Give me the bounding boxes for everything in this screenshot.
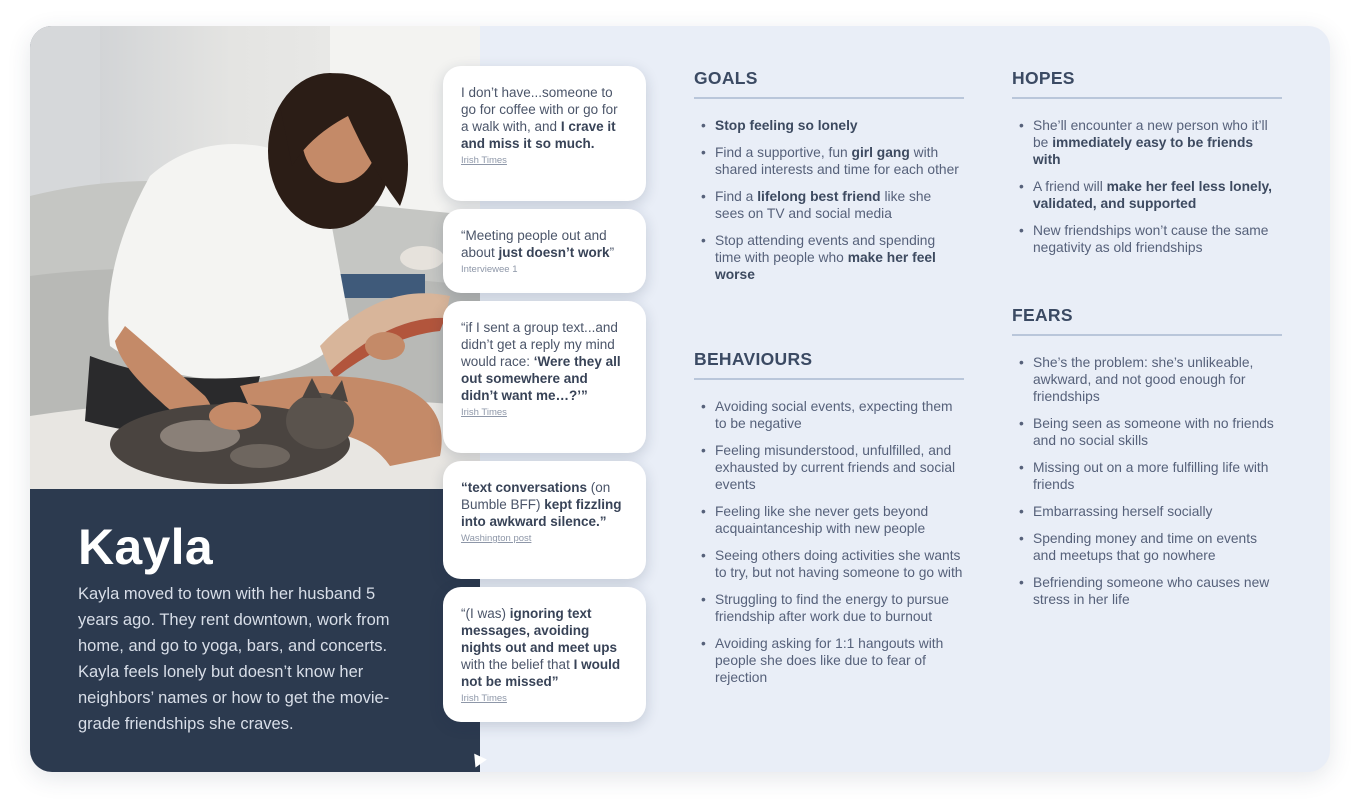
hopes-list: [1012, 117, 1282, 256]
persona-photo: [30, 26, 480, 489]
text-segment: New friendships won’t cause the same negativity as old friendships: [1033, 223, 1269, 255]
quote-source: Interviewee 1: [461, 264, 518, 275]
behaviours-list: [694, 398, 964, 686]
emphasis-text: ‘Were they all out somewhere and didn’t want me…?’”: [461, 354, 621, 403]
text-segment: Struggling to find the energy to pursue friendship after work due to burnout: [715, 592, 949, 624]
text-segment: A friend will: [1033, 179, 1107, 194]
list-item: [1012, 117, 1282, 168]
emphasis-text: lifelong best friend: [757, 189, 881, 204]
text-segment: “if I sent a group text...and didn’t get a reply my mind would race:: [461, 320, 618, 369]
text-segment: Missing out on a more fulfilling life with friends: [1033, 460, 1269, 492]
quote-source[interactable]: Irish Times: [461, 155, 507, 166]
text-segment: Befriending someone who causes new stress in her life: [1033, 575, 1270, 607]
fears-section: [1012, 305, 1282, 618]
list-item: [694, 591, 964, 625]
list-item: [1012, 415, 1282, 449]
persona-bio: Kayla moved to town with her husband 5 years ago. They rent downtown, work from home, and go to yoga, bars, and concerts. Kayla feels lonely but doesn’t know her neighbors’ names or how to get the movie-grade friendships she craves.: [78, 585, 390, 733]
list-item: [694, 442, 964, 493]
fears-list: [1012, 354, 1282, 608]
list-item: [1012, 222, 1282, 256]
emphasis-text: just doesn’t work: [498, 245, 610, 260]
emphasis-text: make her feel less lonely, validated, and supported: [1033, 179, 1273, 211]
list-item: [694, 117, 964, 134]
text-segment: I don’t have...someone to go for coffee with or go for a walk with, and: [461, 85, 618, 134]
text-segment: Feeling like she never gets beyond acquaintanceship with new people: [715, 504, 929, 536]
text-segment: ”: [609, 245, 615, 260]
quote-text: [461, 606, 620, 689]
emphasis-text: ignoring text messages, avoiding nights out and meet ups: [461, 606, 618, 655]
quote-card: [443, 209, 646, 293]
emphasis-text: make her feel worse: [715, 250, 936, 282]
text-segment: Find a: [715, 189, 758, 204]
emphasis-text: “text conversations: [461, 480, 588, 495]
list-item: [1012, 503, 1282, 520]
text-segment: Stop attending events and spending time with people who: [715, 233, 936, 265]
list-item: [694, 144, 964, 178]
text-segment: Find a supportive, fun: [715, 145, 852, 160]
emphasis-text: kept fizzling into awkward silence.”: [461, 497, 622, 529]
list-item: [1012, 530, 1282, 564]
quote-source[interactable]: Irish Times: [461, 693, 507, 704]
text-segment: Being seen as someone with no friends and no social skills: [1033, 416, 1274, 448]
text-segment: Seeing others doing activities she wants to try, but not having someone to go with: [715, 548, 963, 580]
quote-card: [443, 301, 646, 453]
list-item: [694, 547, 964, 581]
quote-card: [443, 587, 646, 722]
text-segment: “Meeting people out and about: [461, 228, 607, 260]
list-item: [1012, 178, 1282, 212]
emphasis-text: I would not be missed”: [461, 657, 621, 689]
quote-source[interactable]: Irish Times: [461, 407, 507, 418]
quote-source[interactable]: Washington post: [461, 533, 532, 544]
behaviours-section: [694, 349, 964, 696]
persona-name: Kayla: [78, 519, 213, 575]
list-item: [694, 188, 964, 222]
list-item: [694, 503, 964, 537]
text-segment: Spending money and time on events and meetups that go nowhere: [1033, 531, 1257, 563]
list-item: [1012, 459, 1282, 493]
list-item: [694, 232, 964, 283]
text-segment: with shared interests and time for each other: [715, 145, 959, 177]
text-segment: She’ll encounter a new person who it’ll be: [1033, 118, 1268, 150]
quote-card: [443, 66, 646, 201]
emphasis-text: Stop feeling so lonely: [715, 118, 858, 133]
behaviours-heading: BEHAVIOURS: [694, 349, 964, 380]
list-item: [1012, 354, 1282, 405]
quote-text: [461, 228, 614, 260]
quote-text: [461, 85, 618, 151]
emphasis-text: I crave it and miss it so much.: [461, 119, 616, 151]
hopes-heading: HOPES: [1012, 68, 1282, 99]
text-segment: Avoiding social events, expecting them to be negative: [715, 399, 953, 431]
persona-card: [30, 26, 1330, 772]
text-segment: She’s the problem: she’s unlikeable, awkward, and not good enough for friendships: [1033, 355, 1254, 404]
list-item: [1012, 574, 1282, 608]
quote-text: [461, 480, 622, 529]
text-segment: (on Bumble BFF): [461, 480, 611, 512]
text-segment: Feeling misunderstood, unfulfilled, and exhausted by current friends and social events: [715, 443, 956, 492]
goals-heading: GOALS: [694, 68, 964, 99]
text-segment: “(I was): [461, 606, 510, 621]
emphasis-text: immediately easy to be friends with: [1033, 135, 1254, 167]
text-segment: like she sees on TV and social media: [715, 189, 932, 221]
text-segment: Avoiding asking for 1:1 hangouts with people she does like due to fear of rejection: [715, 636, 944, 685]
text-segment: Embarrassing herself socially: [1033, 504, 1213, 519]
goals-list: [694, 117, 964, 283]
persona-panel: [30, 26, 480, 772]
fears-heading: FEARS: [1012, 305, 1282, 336]
text-segment: with the belief that: [461, 657, 574, 672]
goals-section: [694, 68, 964, 293]
emphasis-text: girl gang: [851, 145, 910, 160]
quote-card: [443, 461, 646, 579]
list-item: [694, 635, 964, 686]
quote-text: [461, 320, 621, 403]
list-item: [694, 398, 964, 432]
hopes-section: [1012, 68, 1282, 266]
